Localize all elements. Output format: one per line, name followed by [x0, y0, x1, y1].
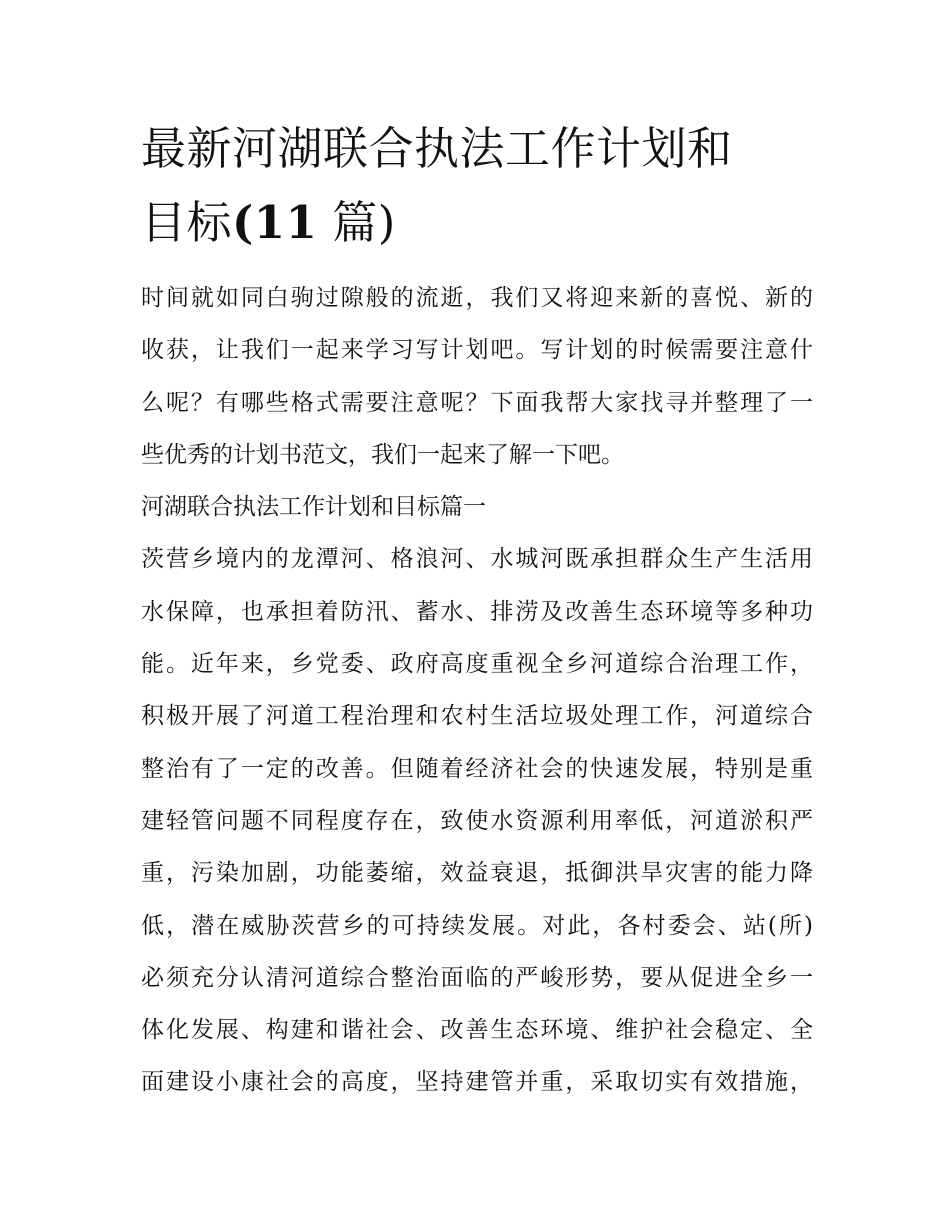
section-line: 积极开展了河道工程治理和农村生活垃圾处理工作，河道综合	[141, 703, 813, 730]
title-line-1: 最新河湖联合执法工作计划和	[141, 122, 733, 175]
section-line: 建轻管问题不同程度存在，致使水资源利用率低，河道淤积严	[141, 807, 813, 834]
section-line: 能。近年来，乡党委、政府高度重视全乡河道综合治理工作，	[141, 651, 813, 678]
intro-line: 时间就如同白驹过隙般的流逝，我们又将迎来新的喜悦、新的	[141, 285, 813, 311]
title-line-2-prefix: 目标	[141, 196, 233, 249]
title-line-2-suffix: 篇)	[332, 196, 396, 249]
title-article-count: (11	[232, 196, 318, 249]
section-line: 低，潜在威胁茨营乡的可持续发展。对此，各村委会、站(所)	[141, 912, 813, 939]
document-title	[141, 112, 813, 260]
section-line: 必须充分认清河道综合整治面临的严峻形势，要从促进全乡一	[141, 964, 813, 991]
section-line: 水保障，也承担着防汛、蓄水、排涝及改善生态环境等多种功	[141, 598, 813, 625]
section-line: 体化发展、构建和谐社会、改善生态环境、维护社会稳定、全	[141, 1017, 813, 1044]
section-line: 整治有了一定的改善。但随着经济社会的快速发展，特别是重	[141, 755, 813, 782]
intro-line: 些优秀的计划书范文，我们一起来了解一下吧。	[141, 441, 624, 468]
document-content	[141, 112, 813, 1109]
section-line: 面建设小康社会的高度，坚持建管并重，采取切实有效措施，	[141, 1069, 813, 1096]
section-heading: 河湖联合执法工作计划和目标篇一	[141, 494, 486, 521]
section-line: 茨营乡境内的龙潭河、格浪河、水城河既承担群众生产生活用	[141, 546, 813, 573]
intro-line: 收获，让我们一起来学习写计划吧。写计划的时候需要注意什	[141, 337, 813, 364]
intro-line: 么呢？有哪些格式需要注意呢？下面我帮大家找寻并整理了一	[141, 389, 813, 416]
section-line: 重，污染加剧，功能萎缩，效益衰退，抵御洪旱灾害的能力降	[141, 860, 813, 887]
document-body	[141, 272, 813, 1109]
